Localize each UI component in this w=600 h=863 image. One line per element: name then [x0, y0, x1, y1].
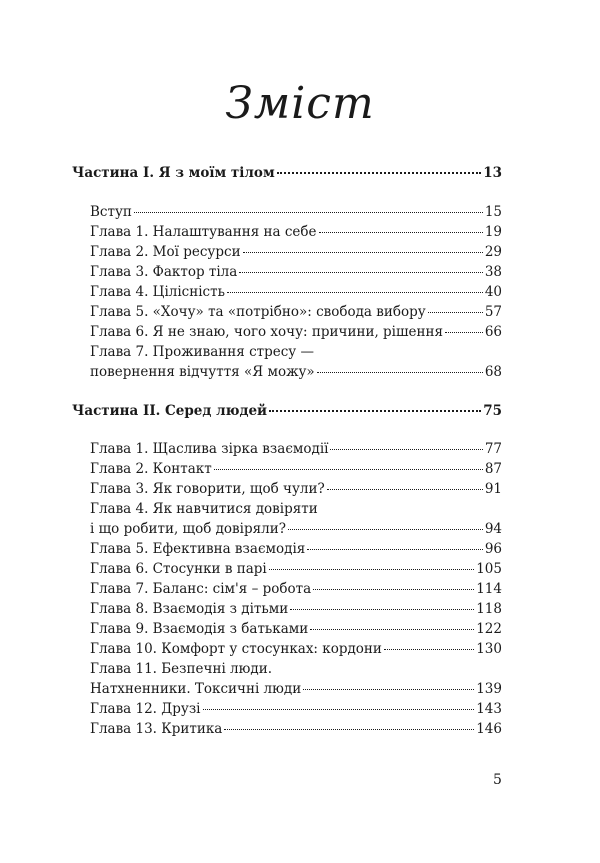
toc-page-number: 96: [484, 541, 502, 557]
toc-chapter-label: Глава 2. Мої ресурси: [90, 244, 241, 260]
dot-leader: [243, 252, 483, 253]
toc-chapter: [90, 600, 502, 618]
toc-chapter: [90, 560, 502, 578]
toc-page-number: 77: [484, 441, 502, 457]
dot-leader: [239, 272, 483, 273]
toc-chapter-label: Глава 12. Друзі: [90, 701, 201, 717]
toc-part-1: [72, 164, 502, 182]
toc-page-number: 68: [484, 364, 502, 380]
toc-chapter-first-line: Глава 4. Як навчитися довіряти: [90, 501, 318, 517]
toc-page-number: 91: [484, 481, 502, 497]
toc-chapter: [90, 620, 502, 638]
toc-chapter-label: Глава 3. Як говорити, щоб чули?: [90, 481, 325, 497]
toc-page-number: 114: [476, 581, 502, 597]
toc-chapter-label: Глава 5. «Хочу» та «потрібно»: свобода вибору: [90, 304, 426, 320]
dot-leader: [224, 729, 474, 730]
toc-page-number: 66: [484, 324, 502, 340]
toc-chapter-first-line: Глава 11. Безпечні люди.: [90, 661, 272, 677]
dot-leader: [269, 410, 481, 412]
dot-leader: [384, 649, 474, 650]
toc-chapter-label: Глава 8. Взаємодія з дітьми: [90, 601, 289, 617]
dot-leader: [327, 489, 483, 490]
toc-page-number: 19: [484, 224, 502, 240]
toc-chapter: [90, 363, 502, 381]
dot-leader: [214, 469, 483, 470]
toc-chapter: [90, 680, 502, 698]
toc-chapter: [90, 263, 502, 281]
toc-page-number: 139: [476, 681, 502, 697]
toc-part-label: Частина І. Я з моїм тілом: [72, 165, 275, 181]
toc-chapter: [90, 700, 502, 718]
toc-chapter: [90, 283, 502, 301]
dot-leader: [313, 589, 474, 590]
toc-chapter-label: Глава 4. Цілісність: [90, 284, 225, 300]
page-number: 5: [493, 772, 502, 788]
toc-chapter-label: Глава 6. Я не знаю, чого хочу: причини, рішення: [90, 324, 444, 340]
dot-leader: [134, 212, 483, 213]
toc-chapter: [90, 520, 502, 538]
toc-chapter-label: Глава 9. Взаємодія з батьками: [90, 621, 309, 637]
toc-chapter: [90, 303, 502, 321]
toc-chapter-label: Натхненники. Токсичні люди: [90, 681, 302, 697]
dot-leader: [203, 709, 475, 710]
page-title: Зміст: [225, 78, 375, 129]
toc-chapter-label: Глава 3. Фактор тіла: [90, 264, 238, 280]
toc-page-number: 105: [476, 561, 502, 577]
toc-page-number: 57: [484, 304, 502, 320]
toc-chapter-first-line: Глава 7. Проживання стресу —: [90, 344, 315, 360]
toc-chapter-label: Вступ: [90, 204, 132, 220]
toc-chapter: [90, 203, 502, 221]
dot-leader: [310, 629, 474, 630]
toc-chapter-label: і що робити, щоб довіряли?: [90, 521, 286, 537]
toc-chapter-label: Глава 6. Стосунки в парі: [90, 561, 267, 577]
toc-page-number: 143: [476, 701, 502, 717]
toc-page-number: 118: [476, 601, 502, 617]
toc-chapter-label: Глава 2. Контакт: [90, 461, 212, 477]
toc-chapter: [90, 580, 502, 598]
toc-chapter: [90, 323, 502, 341]
toc-page-number: 38: [484, 264, 502, 280]
toc-part-label: Частина ІІ. Серед людей: [72, 403, 268, 419]
toc-chapter: [90, 460, 502, 478]
toc-page-number: 94: [484, 521, 502, 537]
toc-chapter-label: повернення відчуття «Я можу»: [90, 364, 315, 380]
toc-page-number: 40: [484, 284, 502, 300]
dot-leader: [307, 549, 483, 550]
toc-chapter: [90, 540, 502, 558]
toc-part-2: [72, 402, 502, 420]
dot-leader: [290, 609, 474, 610]
toc-chapter-label: Глава 7. Баланс: сім'я – робота: [90, 581, 312, 597]
toc-page-number: 130: [476, 641, 502, 657]
dot-leader: [277, 172, 482, 174]
toc-page-number: 146: [476, 721, 502, 737]
dot-leader: [445, 332, 483, 333]
toc-page-number: 122: [476, 621, 502, 637]
dot-leader: [330, 449, 482, 450]
toc-page-number: 15: [484, 204, 502, 220]
toc-page-number: 29: [484, 244, 502, 260]
toc-chapter-label: Глава 13. Критика: [90, 721, 223, 737]
toc-chapter-label: Глава 5. Ефективна взаємодія: [90, 541, 306, 557]
dot-leader: [303, 689, 474, 690]
dot-leader: [317, 372, 483, 373]
toc-chapter: [90, 223, 502, 241]
dot-leader: [319, 232, 483, 233]
toc-page-number: 75: [483, 403, 502, 419]
toc-chapter: [90, 640, 502, 658]
dot-leader: [269, 569, 474, 570]
toc-page-number: 87: [484, 461, 502, 477]
toc-chapter-label: Глава 10. Комфорт у стосунках: кордони: [90, 641, 382, 657]
toc-chapter: [90, 440, 502, 458]
dot-leader: [288, 529, 483, 530]
toc-chapter: [90, 480, 502, 498]
toc-chapter-label: Глава 1. Щаслива зірка взаємодії: [90, 441, 329, 457]
dot-leader: [428, 312, 483, 313]
toc-chapter-label: Глава 1. Налаштування на себе: [90, 224, 317, 240]
toc-chapter: [90, 720, 502, 738]
toc-chapter: [90, 243, 502, 261]
dot-leader: [227, 292, 483, 293]
toc-page-number: 13: [483, 165, 502, 181]
